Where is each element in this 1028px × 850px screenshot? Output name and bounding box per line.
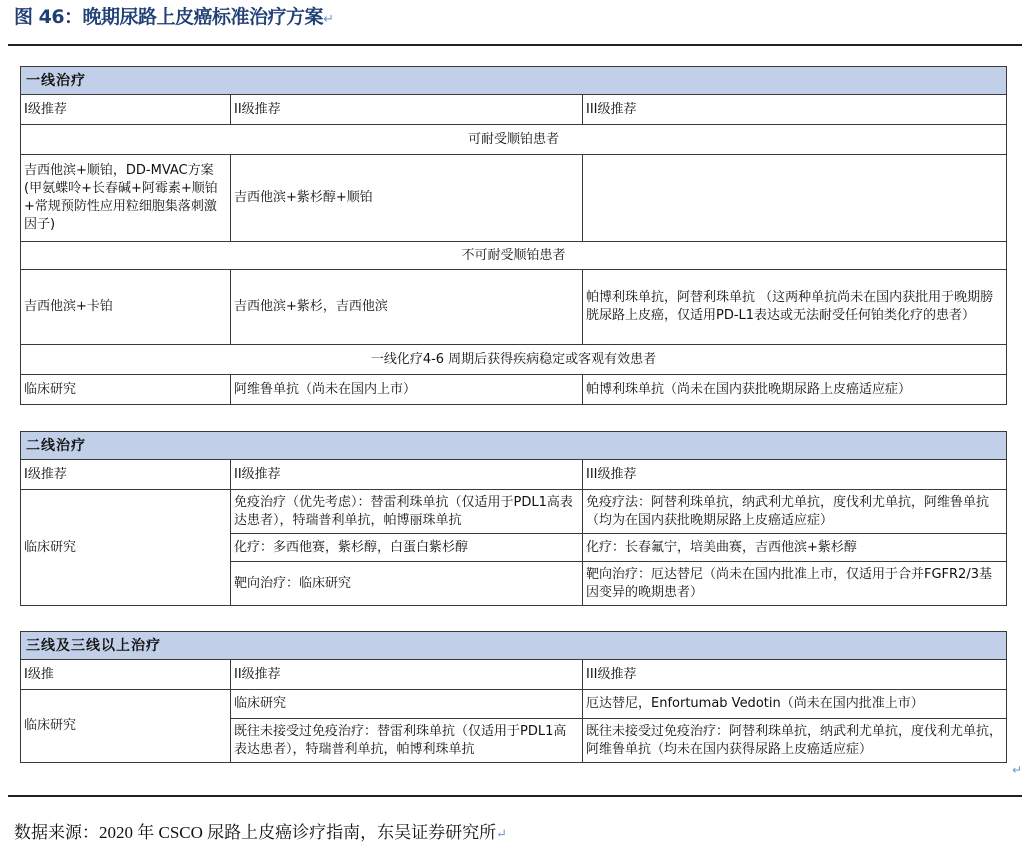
cell-level3: 化疗：长春氟宁，培美曲赛，吉西他滨+紫杉醇 [583, 534, 1007, 562]
cell-level2: 吉西他滨+紫杉，吉西他滨 [231, 270, 583, 345]
cell-level2: 既往未接受过免疫治疗：替雷利珠单抗（仅适用于PDL1高表达患者），特瑞普利单抗，帕博利珠单抗 [231, 719, 583, 763]
cell-level1: 吉西他滨+顺铂，DD-MVAC方案(甲氨蝶呤+长春碱+阿霉素+顺铂+常规预防性应用粒细胞集落刺激因子) [21, 155, 231, 242]
cell-level1: 临床研究 [21, 690, 231, 763]
cell-level3: 帕博利珠单抗，阿替利珠单抗 （这两种单抗尚未在国内获批用于晚期膀胱尿路上皮癌，仅适用PD-L1表达或无法耐受任何铂类化疗的患者） [583, 270, 1007, 345]
cell-level3: 帕博利珠单抗（尚未在国内获批晚期尿路上皮癌适应症） [583, 375, 1007, 405]
cell-level2: 免疫治疗（优先考虑）：替雷利珠单抗（仅适用于PDL1高表达患者），特瑞普利单抗，帕博丽珠单抗 [231, 490, 583, 534]
cell-level1: 临床研究 [21, 490, 231, 606]
second-line-band: 二线治疗 [21, 432, 1007, 460]
section-cisplatin-no: 不可耐受顺铂患者 [21, 242, 1007, 270]
header-level1: I级推 [21, 660, 231, 690]
cell-level3 [583, 155, 1007, 242]
header-level3: III级推荐 [583, 460, 1007, 490]
header-level3: III级推荐 [583, 660, 1007, 690]
cell-level1: 临床研究 [21, 375, 231, 405]
cell-level1: 吉西他滨+卡铂 [21, 270, 231, 345]
cell-level3: 免疫疗法：阿替利珠单抗，纳武利尤单抗，度伐利尤单抗，阿维鲁单抗（均为在国内获批晚期尿路上皮癌适应症） [583, 490, 1007, 534]
cell-level2: 阿维鲁单抗（尚未在国内上市） [231, 375, 583, 405]
source-note-text: 数据来源：2020 年 CSCO 尿路上皮癌诊疗指南，东吴证券研究所 [14, 823, 497, 842]
cell-level3: 靶向治疗：厄达替尼（尚未在国内批准上市，仅适用于合并FGFR2/3基因变异的晚期患者） [583, 562, 1007, 606]
cell-level3: 厄达替尼，Enfortumab Vedotin（尚未在国内批准上市） [583, 690, 1007, 719]
header-level3: III级推荐 [583, 95, 1007, 125]
cell-level2: 临床研究 [231, 690, 583, 719]
paragraph-mark-icon: ↵ [323, 12, 334, 27]
header-level1: I级推荐 [21, 95, 231, 125]
top-rule [8, 44, 1022, 46]
first-line-band: 一线治疗 [21, 67, 1007, 95]
cell-level2: 化疗：多西他赛，紫杉醇，白蛋白紫杉醇 [231, 534, 583, 562]
header-level1: I级推荐 [21, 460, 231, 490]
header-level2: II级推荐 [231, 95, 583, 125]
figure-title [14, 2, 333, 29]
third-line-band: 三线及三线以上治疗 [21, 632, 1007, 660]
figure-title-text: 图 46：晚期尿路上皮癌标准治疗方案 [14, 6, 324, 28]
section-stable: 一线化疗4-6 周期后获得疾病稳定或客观有效患者 [21, 345, 1007, 375]
cell-level2: 靶向治疗：临床研究 [231, 562, 583, 606]
cell-level3: 既往未接受过免疫治疗：阿替利珠单抗，纳武利尤单抗，度伐利尤单抗，阿维鲁单抗（均未在国内获得尿路上皮癌适应症） [583, 719, 1007, 763]
cell-level2: 吉西他滨+紫杉醇+顺铂 [231, 155, 583, 242]
first-line-table [20, 66, 1007, 405]
paragraph-mark-icon: ↵ [496, 826, 508, 841]
third-line-table [20, 631, 1007, 763]
bottom-rule [8, 795, 1022, 797]
header-level2: II级推荐 [231, 660, 583, 690]
paragraph-mark-icon: ↵ [1012, 763, 1023, 777]
source-note [14, 818, 507, 843]
second-line-table [20, 431, 1007, 606]
section-cisplatin-ok: 可耐受顺铂患者 [21, 125, 1007, 155]
header-level2: II级推荐 [231, 460, 583, 490]
